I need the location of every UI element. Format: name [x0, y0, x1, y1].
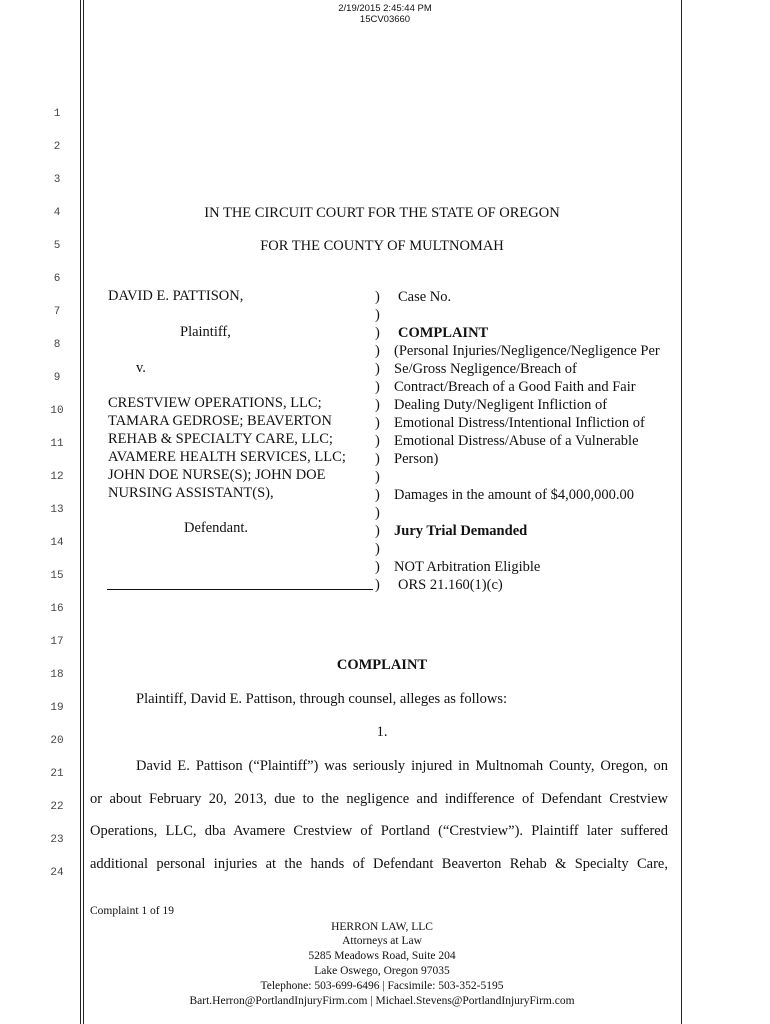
case-number-label: Case No.: [398, 289, 452, 305]
defendant-line: TAMARA GEDROSE; BEAVERTON: [108, 413, 332, 429]
body-line: additional personal injuries at the hands of Defendant Beaverton Rehab & Specialty Care,: [90, 856, 668, 872]
claim-line: Emotional Distress/Intentional Infliction of: [394, 415, 645, 431]
firm-address-2: Lake Oswego, Oregon 97035: [314, 965, 450, 977]
plaintiff-name: DAVID E. PATTISON,: [108, 288, 244, 304]
line-number: 21: [50, 768, 64, 780]
line-number: 17: [50, 636, 64, 648]
line-number: 1: [53, 108, 61, 120]
court-title: IN THE CIRCUIT COURT FOR THE STATE OF OREGON: [204, 205, 560, 221]
line-number: 19: [50, 702, 64, 714]
defendant-role: Defendant.: [184, 520, 249, 536]
paren: ): [375, 343, 380, 359]
document-type: COMPLAINT: [398, 325, 489, 341]
intro-sentence: Plaintiff, David E. Pattison, through counsel, alleges as follows:: [136, 691, 508, 707]
paren: ): [375, 307, 380, 323]
paren: ): [375, 577, 380, 593]
firm-tagline: Attorneys at Law: [342, 935, 422, 947]
right-margin-rule: [681, 0, 682, 1024]
statute: ORS 21.160(1)(c): [398, 577, 503, 593]
paren: ): [375, 415, 380, 431]
defendant-line: REHAB & SPECIALTY CARE, LLC;: [108, 431, 333, 447]
line-number: 6: [53, 273, 61, 285]
paren: ): [375, 541, 380, 557]
claim-line: Emotional Distress/Abuse of a Vulnerable: [394, 433, 639, 449]
caption-underline: [107, 588, 373, 590]
paren: ): [375, 487, 380, 503]
claim-line: Contract/Breach of a Good Faith and Fair: [394, 379, 636, 395]
firm-name: HERRON LAW, LLC: [331, 921, 433, 933]
arbitration-status: NOT Arbitration Eligible: [394, 559, 541, 575]
claim-line: Person): [394, 451, 439, 467]
claim-line: Dealing Duty/Negligent Infliction of: [394, 397, 608, 413]
line-number: 7: [53, 306, 61, 318]
filing-stamp-datetime: 2/19/2015 2:45:44 PM: [338, 3, 432, 14]
left-margin-rule-outer: [80, 0, 81, 1024]
line-number: 12: [50, 471, 64, 483]
paragraph-number: 1.: [376, 724, 388, 740]
paren: ): [375, 469, 380, 485]
page-label: Complaint 1 of 19: [90, 905, 175, 917]
defendant-line: JOHN DOE NURSE(S); JOHN DOE: [108, 467, 326, 483]
line-number: 9: [53, 372, 61, 384]
paren: ): [375, 433, 380, 449]
body-line: or about February 20, 2013, due to the negligence and indifference of Defendant Crestview: [90, 791, 668, 807]
plaintiff-role: Plaintiff,: [180, 324, 231, 340]
paren: ): [375, 523, 380, 539]
line-number: 5: [53, 240, 61, 252]
paren: ): [375, 505, 380, 521]
filing-stamp-case-number: 15CV03660: [359, 14, 411, 25]
defendant-line: AVAMERE HEALTH SERVICES, LLC;: [108, 449, 346, 465]
line-number: 4: [53, 207, 61, 219]
firm-phone: Telephone: 503-699-6496 | Facsimile: 503-352-5195: [260, 980, 504, 992]
line-number: 14: [50, 537, 64, 549]
complaint-heading: COMPLAINT: [336, 657, 428, 673]
line-number: 22: [50, 801, 64, 813]
line-number: 23: [50, 834, 64, 846]
line-number: 8: [53, 339, 61, 351]
line-number: 10: [50, 405, 64, 417]
line-number: 11: [50, 438, 64, 450]
claim-line: Se/Gross Negligence/Breach of: [394, 361, 577, 377]
defendant-line: NURSING ASSISTANT(S),: [108, 485, 274, 501]
line-number: 15: [50, 570, 64, 582]
claim-line: (Personal Injuries/Negligence/Negligence Per: [394, 343, 660, 359]
paren: ): [375, 379, 380, 395]
line-number: 20: [50, 735, 64, 747]
paren: ): [375, 451, 380, 467]
line-number: 18: [50, 669, 64, 681]
line-number: 24: [50, 867, 64, 879]
firm-emails: Bart.Herron@PortlandInjuryFirm.com | Michael.Stevens@PortlandInjuryFirm.com: [189, 995, 575, 1007]
line-number: 2: [53, 141, 61, 153]
versus: v.: [136, 360, 146, 376]
firm-address-1: 5285 Meadows Road, Suite 204: [308, 950, 456, 962]
line-number: 13: [50, 504, 64, 516]
body-line: Operations, LLC, dba Avamere Crestview of Portland (“Crestview”). Plaintiff later suffered: [90, 823, 668, 839]
paren: ): [375, 289, 380, 305]
line-number: 3: [53, 174, 61, 186]
line-number: 16: [50, 603, 64, 615]
jury-trial: Jury Trial Demanded: [394, 523, 528, 539]
paren: ): [375, 361, 380, 377]
defendant-line: CRESTVIEW OPERATIONS, LLC;: [108, 395, 322, 411]
county-title: FOR THE COUNTY OF MULTNOMAH: [260, 238, 504, 254]
damages: Damages in the amount of $4,000,000.00: [394, 487, 635, 503]
paren: ): [375, 325, 380, 341]
paren: ): [375, 559, 380, 575]
left-margin-rule-inner: [83, 0, 84, 1024]
paren: ): [375, 397, 380, 413]
body-line: David E. Pattison (“Plaintiff”) was seriously injured in Multnomah County, Oregon, on: [136, 758, 668, 774]
